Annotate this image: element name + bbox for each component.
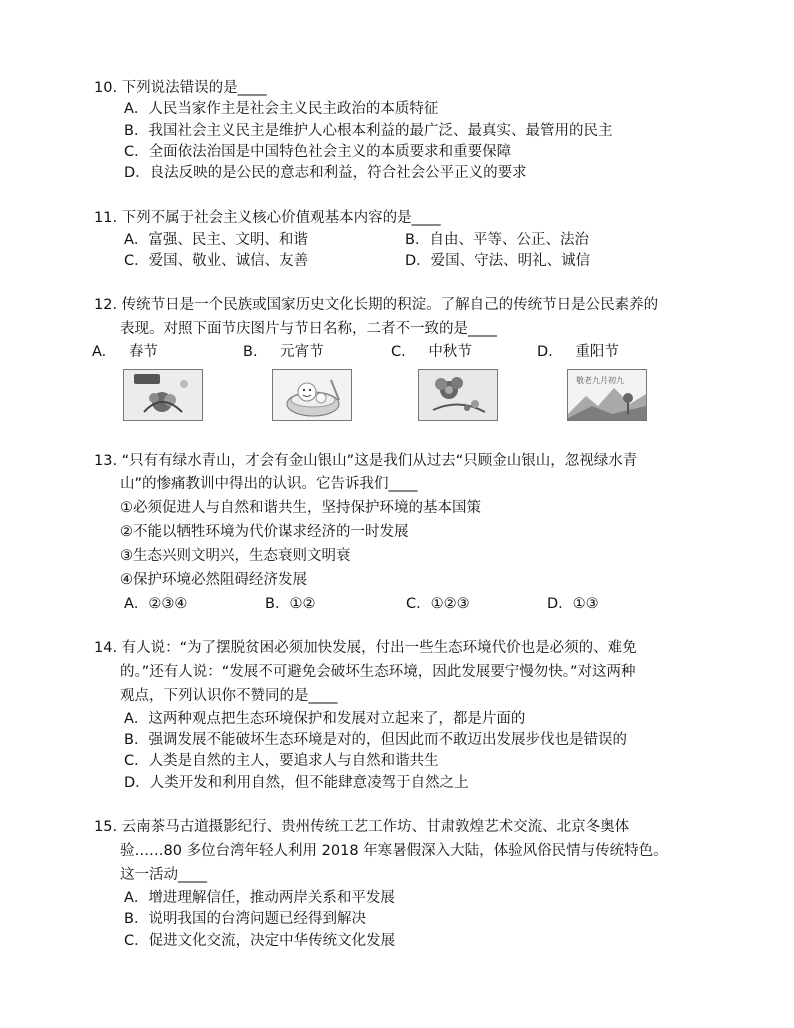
q12-option-c-letter: C. — [391, 344, 406, 360]
q14-option-d: D．人类开发和利用自然，但不能肆意凌驾于自然之上 — [124, 775, 469, 791]
q12-option-c-label — [391, 342, 472, 362]
q11-stem: 11. 下列不属于社会主义核心价值观基本内容的是____ — [94, 210, 441, 226]
lantern-festival-picture — [272, 369, 352, 421]
q14-option-b: B．强调发展不能破坏生态环境是对的，但因此而不敢迈出发展步伐也是错误的 — [124, 732, 627, 748]
q11-option-b: B．自由、平等、公正、法治 — [405, 232, 589, 248]
q14-option-c: C．人类是自然的主人，要追求人与自然和谐共生 — [124, 753, 439, 769]
q13-stem-line1: 13. “只有有绿水青山，才会有金山银山”这是我们从过去“只顾金山银山，忽视绿水青 — [94, 453, 638, 469]
spring-festival-picture — [123, 369, 203, 421]
q13-item-2: ②不能以牺牲环境为代价谋求经济的一时发展 — [120, 524, 409, 540]
q12-stem-line2: 表现。对照下面节庆图片与节日名称，二者不一致的是____ — [120, 321, 497, 337]
q12-stem-line1: 12. 传统节日是一个民族或国家历史文化长期的积淀。了解自己的传统节日是公民素养的 — [94, 297, 659, 313]
q10-option-d: D．良法反映的是公民的意志和利益，符合社会公平正义的要求 — [124, 165, 527, 181]
q15-option-b: B．说明我国的台湾问题已经得到解决 — [124, 911, 366, 927]
double-ninth-picture — [567, 369, 647, 421]
q15-option-c: C．促进文化交流，决定中华传统文化发展 — [124, 933, 396, 949]
q12-option-d-name: 重阳节 — [575, 344, 619, 360]
q12-option-b-letter: B. — [243, 344, 258, 360]
q13-option-c: C．①②③ — [406, 596, 470, 612]
q12-option-a-letter: A. — [92, 344, 107, 360]
q13-option-a: A．②③④ — [124, 596, 188, 612]
q13-item-1: ①必须促进人与自然和谐共生，坚持保护环境的基本国策 — [120, 500, 481, 516]
q10-option-a: A．人民当家作主是社会主义民主政治的本质特征 — [124, 101, 439, 117]
q13-item-3: ③生态兴则文明兴，生态衰则文明衰 — [120, 548, 351, 564]
mid-autumn-picture — [418, 369, 498, 421]
q15-stem-line2: 验……80 多位台湾年轻人利用 2018 年寒暑假深入大陆，体验风俗民情与传统特色。 — [120, 843, 668, 859]
q13-option-b: B．①② — [265, 596, 316, 612]
q14-stem-line3: 观点，下列认识你不赞同的是____ — [120, 688, 338, 704]
q14-option-a: A．这两种观点把生态环境保护和发展对立起来了，都是片面的 — [124, 711, 526, 727]
q12-option-a-name: 春节 — [128, 344, 158, 360]
q12-option-b-name: 元宵节 — [280, 344, 324, 360]
q12-option-d-label — [537, 342, 619, 362]
q10-option-c: C．全面依法治国是中国特色社会主义的本质要求和重要保障 — [124, 144, 512, 160]
q12-option-b-label — [243, 342, 324, 362]
rice-dumpling-bowl-illustration — [273, 370, 351, 420]
double-ninth-caption: 敬老九月初九 — [576, 376, 624, 385]
q15-option-a: A．增进理解信任，推动两岸关系和平发展 — [124, 890, 395, 906]
q11-option-d: D．爱国、守法、明礼、诚信 — [405, 253, 591, 269]
q13-option-d: D．①③ — [547, 596, 599, 612]
q13-stem-line2: 山”的惨痛教训中得出的认识。它告诉我们____ — [120, 476, 418, 492]
q10-stem: 10. 下列说法错误的是____ — [94, 80, 267, 96]
lion-dance-illustration — [124, 370, 202, 420]
red-banner-shape — [134, 374, 160, 384]
q11-option-a: A．富强、民主、文明、和谐 — [124, 232, 308, 248]
q12-option-c-name: 中秋节 — [428, 344, 472, 360]
q14-stem-line1: 14. 有人说：“为了摆脱贫困必须加快发展，付出一些生态环境代价也是必须的、难免 — [94, 640, 637, 656]
q15-stem-line3: 这一活动____ — [120, 867, 207, 883]
q13-item-4: ④保护环境必然阻碍经济发展 — [120, 572, 307, 588]
q11-option-c: C．爱国、敬业、诚信、友善 — [124, 253, 309, 269]
q12-option-a-label — [92, 342, 158, 362]
flower-lantern-illustration — [419, 370, 497, 420]
q14-stem-line2: 的。”还有人说：“发展不可避免会破坏生态环境，因此发展要宁慢勿快。”对这两种 — [120, 664, 636, 680]
q12-option-d-letter: D. — [537, 344, 553, 360]
q10-option-b: B．我国社会主义民主是维护人心根本利益的最广泛、最真实、最管用的民主 — [124, 123, 613, 139]
q15-stem-line1: 15. 云南茶马古道摄影纪行、贵州传统工艺工作坊、甘肃敦煌艺术交流、北京冬奥体 — [94, 819, 630, 835]
